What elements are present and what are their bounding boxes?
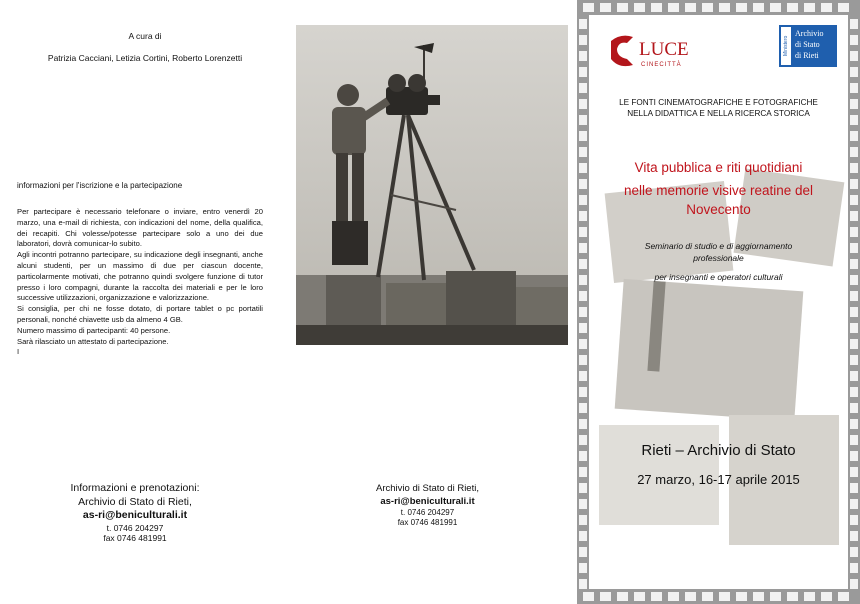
film-perforation: [850, 179, 858, 189]
film-perforation: [579, 547, 587, 557]
film-perforation: [579, 531, 587, 541]
film-perforation: [753, 592, 764, 601]
film-perforation: [579, 323, 587, 333]
audience-line: per insegnanti e operatori culturali: [654, 272, 783, 282]
film-perforation: [753, 3, 764, 12]
film-perforation: [579, 35, 587, 45]
film-perforation: [850, 323, 858, 333]
luce-logo-text: LUCE: [639, 39, 689, 60]
film-perforation: [850, 371, 858, 381]
film-perforation: [579, 115, 587, 125]
film-perforation: [804, 592, 815, 601]
film-perforation: [850, 291, 858, 301]
film-perforation: [702, 3, 713, 12]
film-strip-bottom: [577, 589, 860, 604]
archive-phone: t. 0746 204297: [400, 508, 455, 517]
film-perforation: [579, 579, 587, 589]
film-strip-left: [577, 15, 589, 589]
film-perforation: [850, 259, 858, 269]
subtitle-line: professionale: [693, 253, 744, 263]
film-perforation: [804, 3, 815, 12]
film-perforation: [850, 403, 858, 413]
film-perforation: [579, 307, 587, 317]
film-perforation: [685, 3, 696, 12]
film-perforation: [579, 67, 587, 77]
film-perforation: [850, 19, 858, 29]
film-perforation: [579, 99, 587, 109]
film-perforation: [821, 3, 832, 12]
film-perforation: [579, 403, 587, 413]
film-perforation: [579, 275, 587, 285]
series-title: [589, 97, 848, 119]
film-perforation: [579, 451, 587, 461]
film-perforation: [579, 339, 587, 349]
film-perforation: [702, 592, 713, 601]
film-strip-right: [848, 15, 860, 589]
film-perforation: [787, 592, 798, 601]
film-perforation: [579, 163, 587, 173]
photo-collage: [589, 165, 848, 589]
archive-fax: fax 0746 481991: [397, 518, 458, 527]
film-perforation: [850, 467, 858, 477]
film-perforation: [850, 307, 858, 317]
film-perforation: [850, 435, 858, 445]
film-perforation: [770, 592, 781, 601]
film-perforation: [821, 592, 832, 601]
film-perforation: [583, 3, 594, 12]
registration-heading: informazioni per l'iscrizione e la partecipazione: [17, 181, 183, 190]
archive-logo: [779, 25, 837, 67]
film-perforation: [850, 563, 858, 573]
film-perforation: [850, 387, 858, 397]
film-perforation: [850, 483, 858, 493]
film-perforation: [579, 387, 587, 397]
event-dates: 27 marzo, 16-17 aprile 2015: [637, 472, 800, 487]
cameraman-photo: [296, 25, 568, 345]
film-perforation: [583, 592, 594, 601]
film-perforation: [579, 515, 587, 525]
film-perforation: [850, 163, 858, 173]
luce-logo-mark-icon: [611, 36, 633, 66]
archive-org: Archivio di Stato di Rieti,: [376, 483, 479, 494]
film-perforation: [850, 35, 858, 45]
film-perforation: [850, 195, 858, 205]
film-perforation: [668, 592, 679, 601]
film-perforation: [850, 115, 858, 125]
archive-logo-text: [795, 28, 823, 61]
film-perforation: [736, 3, 747, 12]
brochure-cover: [577, 0, 860, 604]
film-perforation: [719, 592, 730, 601]
archive-contact-block: [340, 483, 515, 528]
main-title: [589, 156, 848, 218]
film-perforation: [850, 51, 858, 61]
film-perforation: [579, 51, 587, 61]
film-perforation: [579, 19, 587, 29]
film-perforation: [850, 243, 858, 253]
film-perforation: [850, 131, 858, 141]
film-perforation: [579, 499, 587, 509]
film-perforation: [579, 83, 587, 93]
film-perforation: [579, 147, 587, 157]
film-perforation: [617, 3, 628, 12]
film-perforation: [634, 592, 645, 601]
curator-names: Patrizia Cacciani, Letizia Cortini, Roberto Lorenzetti: [47, 53, 243, 63]
booking-title: Informazioni e prenotazioni:: [70, 482, 200, 494]
film-perforation: [651, 3, 662, 12]
registration-paragraph: Agli incontri potranno partecipare, su indicazione degli insegnanti, anche alcuni studenti, per un massimo di due per ciascun docente, particolarmente motivati, che potranno quindi svolgere funzione di tutor presso i loro compagni, durante la raccolta dei materiali e per le loro successive utilizzazioni, organizzazione e valorizzazione.: [17, 250, 263, 303]
film-perforation: [579, 211, 587, 221]
film-perforation: [850, 99, 858, 109]
film-perforation: [579, 355, 587, 365]
luce-logo-subtext: CINECITTÀ: [641, 62, 682, 68]
film-perforation: [838, 592, 849, 601]
film-perforation: [850, 451, 858, 461]
booking-fax: fax 0746 481991: [103, 533, 167, 543]
film-perforation: [600, 592, 611, 601]
film-perforation: [850, 83, 858, 93]
main-title-line: nelle memorie visive reatine del: [623, 183, 814, 198]
film-perforation: [850, 67, 858, 77]
film-perforation: [651, 592, 662, 601]
film-perforation: [579, 179, 587, 189]
film-perforation: [617, 592, 628, 601]
main-title-line: Vita pubblica e riti quotidiani: [634, 160, 803, 175]
film-perforation: [579, 243, 587, 253]
curated-by-label: A cura di: [128, 31, 162, 41]
film-perforation: [579, 195, 587, 205]
registration-paragraph: I: [17, 347, 20, 357]
event-place: Rieti – Archivio di Stato: [641, 442, 796, 459]
archive-logo-line: Archivio: [795, 29, 824, 38]
film-perforation: [685, 592, 696, 601]
film-perforation: [668, 3, 679, 12]
registration-body: [17, 207, 263, 358]
subtitle-line: Seminario di studio e di aggiornamento: [644, 241, 793, 251]
film-perforation: [850, 147, 858, 157]
film-perforation: [579, 435, 587, 445]
film-strip-top: [577, 0, 860, 15]
film-perforation: [850, 531, 858, 541]
cover-content: [589, 15, 848, 589]
archive-email-link[interactable]: as-ri@beniculturali.it: [380, 495, 475, 507]
booking-phone: t. 0746 204297: [106, 522, 164, 533]
film-perforation: [850, 211, 858, 221]
film-perforation: [579, 259, 587, 269]
registration-paragraph: Numero massimo di partecipanti: 40 persone.: [17, 325, 171, 335]
series-title-line: LE FONTI CINEMATOGRAFICHE E FOTOGRAFICHE: [619, 98, 818, 107]
series-title-line: NELLA DIDATTICA E NELLA RICERCA STORICA: [627, 109, 810, 118]
film-perforation: [634, 3, 645, 12]
booking-org: Archivio di Stato di Rieti,: [78, 495, 192, 508]
film-perforation: [579, 371, 587, 381]
film-perforation: [850, 547, 858, 557]
archive-logo-line: di Rieti: [795, 51, 819, 60]
archive-logo-line: di Stato: [795, 40, 820, 49]
film-perforation: [838, 3, 849, 12]
registration-paragraph: Per partecipare è necessario telefonare o inviare, entro venerdì 20 marzo, una e-mail di richiesta, con indicazioni del nome, della qualifica, dei recapiti. Chi volesse/potesse partecipare solo a uno dei due laboratori, dovrà comunicar-lo subito.: [17, 207, 263, 249]
film-perforation: [736, 592, 747, 601]
film-perforation: [850, 339, 858, 349]
film-perforation: [579, 419, 587, 429]
archive-logo-vertical-text: Ministero: [783, 35, 789, 57]
curated-by-block: [0, 30, 290, 64]
film-perforation: [850, 355, 858, 365]
film-perforation: [850, 419, 858, 429]
film-perforation: [850, 275, 858, 285]
film-perforation: [850, 499, 858, 509]
booking-contact-block: [40, 482, 230, 544]
film-perforation: [579, 483, 587, 493]
seminar-subtitle: [589, 240, 848, 283]
main-title-line: Novecento: [686, 202, 751, 217]
film-perforation: [600, 3, 611, 12]
film-perforation: [850, 579, 858, 589]
registration-paragraph: Si consiglia, per chi ne fosse dotato, di portare tablet o pc portatili personali, nonché chiavette usb da almeno 4 GB.: [17, 304, 263, 324]
film-perforation: [787, 3, 798, 12]
film-perforation: [579, 467, 587, 477]
collage-photo-factory: [615, 279, 804, 421]
film-perforation: [770, 3, 781, 12]
luce-logo: [607, 33, 707, 71]
film-perforation: [579, 291, 587, 301]
film-perforation: [850, 515, 858, 525]
registration-paragraph: Sarà rilasciato un attestato di partecipazione.: [17, 336, 169, 346]
booking-email-link[interactable]: as-ri@beniculturali.it: [82, 509, 188, 521]
film-perforation: [850, 227, 858, 237]
film-perforation: [579, 563, 587, 573]
film-perforation: [719, 3, 730, 12]
cameraman-photo-illustration: [296, 25, 568, 345]
film-perforation: [579, 227, 587, 237]
film-perforation: [579, 131, 587, 141]
